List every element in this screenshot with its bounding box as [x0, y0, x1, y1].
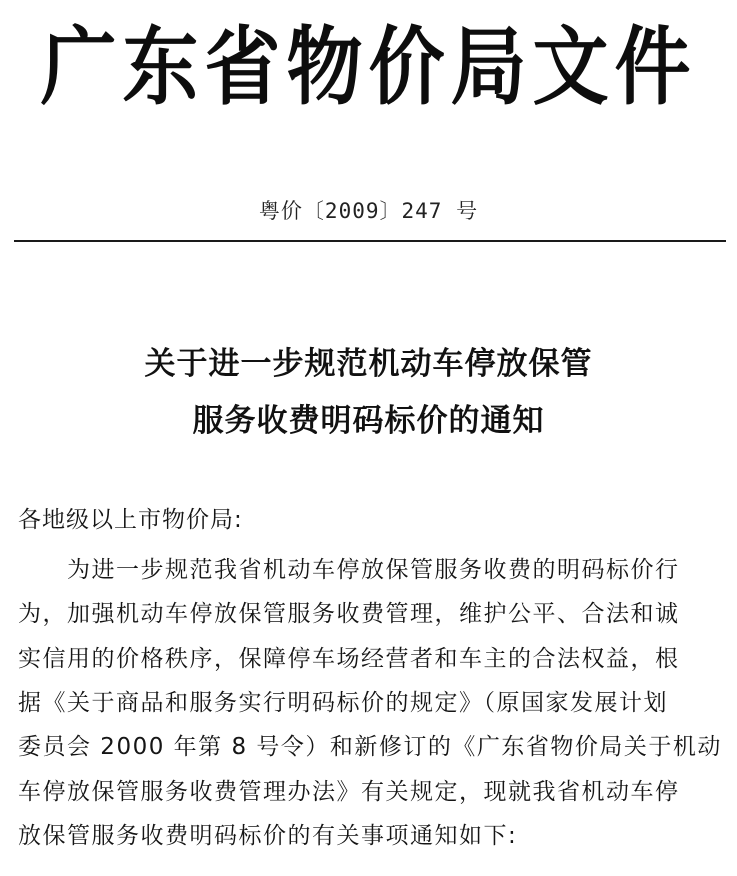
salutation: 各地级以上市物价局:: [18, 507, 243, 533]
body-text-line: 为进一步规范我省机动车停放保管服务收费的明码标价行: [67, 557, 680, 583]
header-divider: [14, 240, 726, 242]
body-text-line: 据《关于商品和服务实行明码标价的规定》（原国家发展计划: [18, 690, 668, 716]
body-text-line: 委员会 2000 年第 8 号令）和新修订的《广东省物价局关于机动: [18, 734, 722, 760]
issuer-header-title: 广东省物价局文件: [40, 17, 697, 117]
body-text-line: 为，加强机动车停放保管服务收费管理，维护公平、合法和诚: [18, 601, 680, 627]
body-text-line: 车停放保管服务收费管理办法》有关规定，现就我省机动车停: [18, 779, 680, 805]
notice-title-line-2: 服务收费明码标价的通知: [192, 403, 545, 439]
document-number: 粤价〔2009〕247 号: [258, 199, 479, 223]
body-text-line: 放保管服务收费明码标价的有关事项通知如下:: [18, 823, 518, 849]
body-text-line: 实信用的价格秩序，保障停车场经营者和车主的合法权益，根: [18, 646, 680, 672]
notice-title-line-1: 关于进一步规范机动车停放保管: [144, 346, 593, 382]
